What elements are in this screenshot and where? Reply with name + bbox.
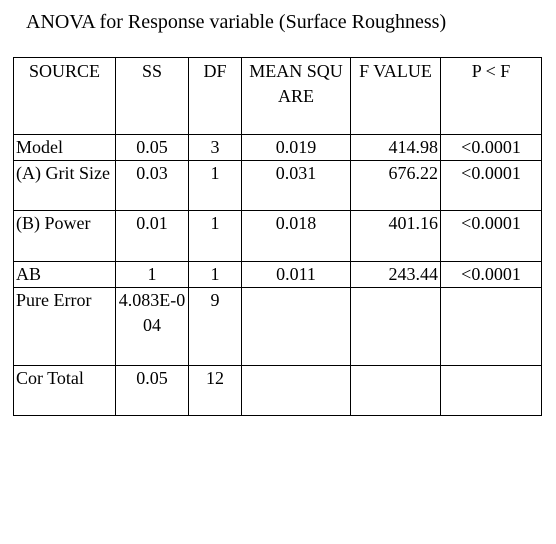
cell-source: (B) Power [14,211,116,262]
cell-mean-square: 0.018 [242,211,351,262]
table-row-grit-size [14,161,542,211]
table-row-cor-total [14,366,542,416]
cell-df: 12 [189,366,242,416]
cell-source: Cor Total [14,366,116,416]
header-source: SOURCE [14,58,116,135]
header-mean-square: MEAN SQUARE [242,58,351,135]
cell-mean-square: 0.019 [242,135,351,161]
table-title: ANOVA for Response variable (Surface Roughness) [26,11,447,33]
cell-f-value [351,366,441,416]
header-ss: SS [116,58,189,135]
cell-df: 1 [189,211,242,262]
cell-df: 3 [189,135,242,161]
cell-ss: 0.01 [116,211,189,262]
cell-source: (A) Grit Size [14,161,116,211]
cell-p: <0.0001 [441,262,542,288]
cell-mean-square: 0.011 [242,262,351,288]
cell-mean-square: 0.031 [242,161,351,211]
cell-df: 9 [189,288,242,366]
cell-ss: 0.05 [116,366,189,416]
table-row-model [14,135,542,161]
cell-f-value: 243.44 [351,262,441,288]
cell-p [441,288,542,366]
cell-source: AB [14,262,116,288]
cell-p: <0.0001 [441,161,542,211]
cell-f-value: 676.22 [351,161,441,211]
anova-table [13,57,542,416]
cell-f-value: 401.16 [351,211,441,262]
header-f-value: F VALUE [351,58,441,135]
cell-source: Model [14,135,116,161]
cell-p: <0.0001 [441,211,542,262]
cell-f-value: 414.98 [351,135,441,161]
cell-mean-square [242,366,351,416]
cell-f-value [351,288,441,366]
cell-mean-square [242,288,351,366]
table-row-power [14,211,542,262]
cell-ss: 0.03 [116,161,189,211]
cell-source: Pure Error [14,288,116,366]
cell-ss: 0.05 [116,135,189,161]
cell-p [441,366,542,416]
table-row-pure-error [14,288,542,366]
header-row [14,58,542,135]
cell-df: 1 [189,161,242,211]
cell-p: <0.0001 [441,135,542,161]
header-df: DF [189,58,242,135]
cell-df: 1 [189,262,242,288]
cell-ss: 1 [116,262,189,288]
cell-ss: 4.083E-004 [116,288,189,366]
header-p: P < F [441,58,542,135]
table-row-ab [14,262,542,288]
